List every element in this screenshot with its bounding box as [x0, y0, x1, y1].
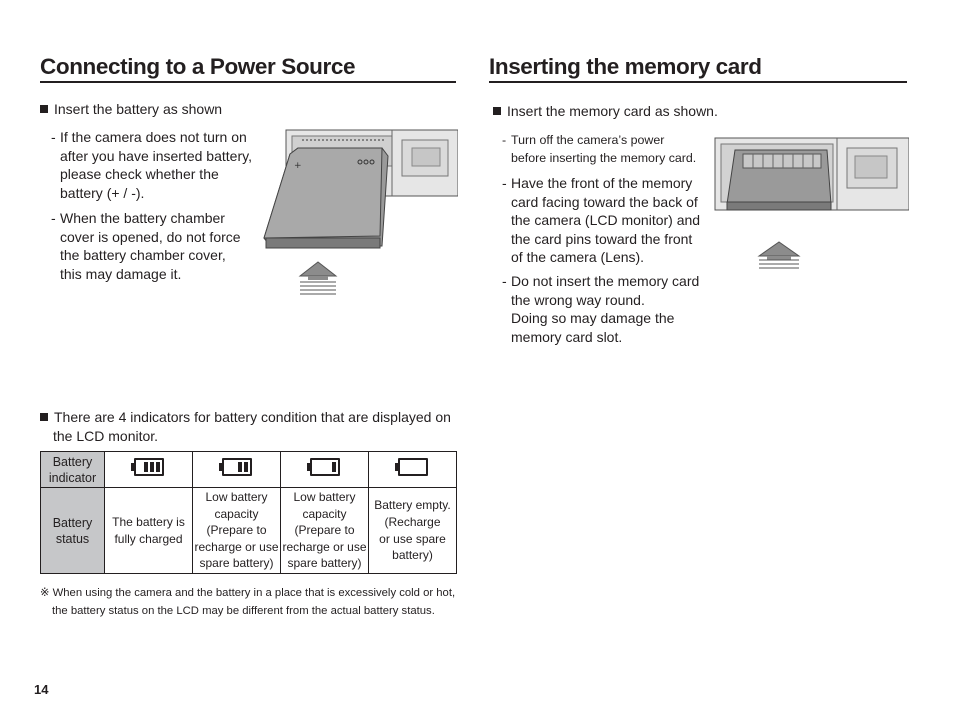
wrong-way-note: - Do not insert the memory card the wrong way round. Doing so may damage the memory card slot.	[502, 273, 700, 345]
svg-text:+: +	[294, 161, 302, 171]
battery-level-bar	[332, 462, 336, 472]
status-full: The battery is fully charged	[105, 488, 193, 574]
page-number: 14	[34, 682, 49, 697]
battery-level-bar	[244, 462, 248, 472]
memory-card-heading: Inserting the memory card	[489, 54, 907, 83]
status-empty: Battery empty. (Recharge or use spare battery)	[369, 488, 457, 574]
battery-indicator-header: Battery indicator	[41, 452, 105, 488]
bullet-square-icon	[40, 105, 48, 113]
battery-status-header: Battery status	[41, 488, 105, 574]
up-arrow-icon	[759, 242, 799, 268]
battery-cover-note: - When the battery chamber cover is opened, do not force the battery chamber cover, this may damage it.	[51, 210, 241, 282]
status-low-1: Low battery capacity (Prepare to recharge or use spare battery)	[193, 488, 281, 574]
power-source-heading: Connecting to a Power Source	[40, 54, 456, 83]
card-orientation-note: - Have the front of the memory card facing toward the back of the camera (LCD monitor) and the card pins toward the front of the camera (Lens).	[502, 175, 701, 266]
table-row	[41, 452, 457, 488]
battery-level-bar	[144, 462, 148, 472]
battery-level-bar	[150, 462, 154, 472]
battery-full-icon	[105, 452, 193, 488]
battery-level-bar	[156, 462, 160, 472]
memory-card-insert-instruction: Insert the memory card as shown.	[493, 102, 718, 121]
note-symbol-icon: ※	[40, 587, 50, 599]
battery-two-bars-icon	[193, 452, 281, 488]
battery-indicator-intro: There are 4 indicators for battery condition that are displayed on the LCD monitor.	[40, 408, 460, 445]
bullet-square-icon	[40, 413, 48, 421]
battery-check-note: - If the camera does not turn on after you have inserted battery, please check whether the battery (+ / -).	[51, 129, 252, 201]
bullet-square-icon	[493, 107, 501, 115]
battery-empty-icon	[369, 452, 457, 488]
battery-insertion-illustration	[262, 126, 458, 302]
memory-card-insertion-illustration	[713, 134, 909, 272]
power-off-note: - Turn off the camera’s power before inserting the memory card.	[502, 133, 697, 165]
battery-level-bar	[238, 462, 242, 472]
up-arrow-icon	[300, 262, 336, 294]
battery-insert-instruction: Insert the battery as shown	[40, 100, 222, 119]
temperature-note: ※ When using the camera and the battery in a place that is excessively cold or hot, the battery status on the LCD may be different from the actual battery status.	[40, 587, 456, 617]
table-row	[41, 488, 457, 574]
battery-one-bar-icon	[281, 452, 369, 488]
status-low-2: Low battery capacity (Prepare to recharge or use spare battery)	[281, 488, 369, 574]
battery-status-table	[40, 451, 457, 574]
